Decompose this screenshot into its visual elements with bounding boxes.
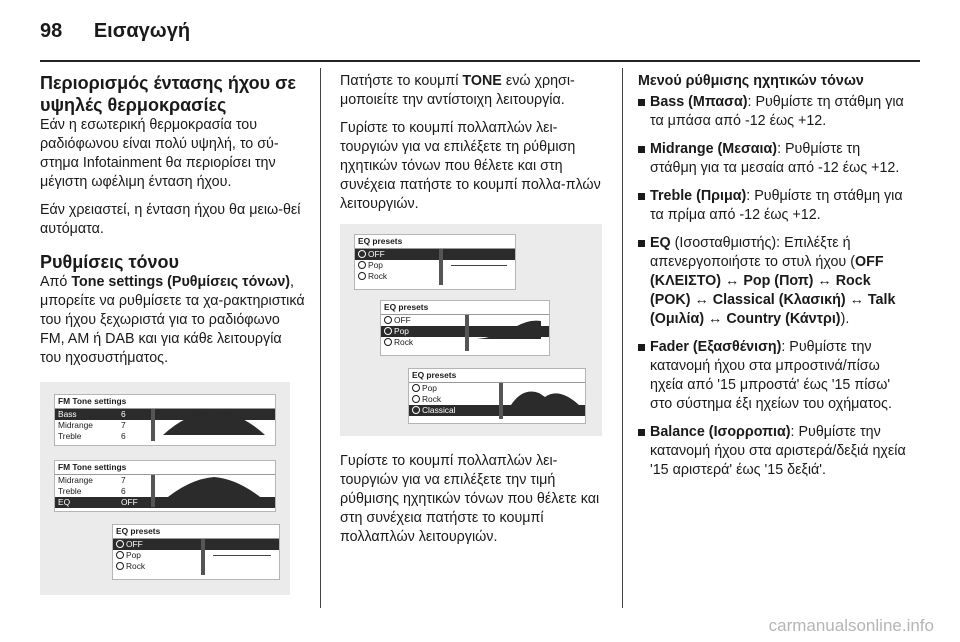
column-divider [320, 68, 321, 608]
header-rule [40, 60, 920, 62]
screen-tone-settings-1 [54, 394, 276, 446]
screen-eq-presets-1 [354, 234, 516, 290]
paragraph: Γυρίστε το κουμπί πολλαπλών λει-τουργιών για να επιλέξετε τη ρύθμιση ηχητικών τόνων που θέλετε και στη συνέχεια πατήστε το κουμπί πολλα-πλών λειτουργιών. [340, 120, 601, 212]
paragraph: Εάν χρειαστεί, η ένταση ήχου θα μειω-θεί αυτόματα. [40, 202, 301, 237]
screen-title: FM Tone settings [55, 395, 275, 409]
section-heading: Μενού ρύθμισης ηχητικών τόνων [638, 73, 864, 89]
list-item: Bass (Μπασα): Ρυθμίστε τη στάθμη για τα μπάσα από -12 έως +12. [638, 93, 910, 131]
screen-row: EQ OFF [55, 497, 275, 508]
screen-title: EQ presets [409, 369, 585, 383]
section-heading: Περιορισμός έντασης ήχου σε υψηλές θερμοκρασίες [40, 73, 296, 115]
button-name: TONE [462, 73, 502, 89]
screen-row: Rock [409, 394, 585, 405]
text: Πατήστε το κουμπί [340, 73, 463, 89]
eq-curve-icon [159, 407, 269, 437]
screen-row: Bass 6 [55, 409, 275, 420]
eq-curve-icon [509, 385, 581, 407]
column-divider [622, 68, 623, 608]
tone-settings-figure [40, 382, 290, 595]
column-3 [638, 72, 910, 489]
screen-row: Midrange 7 [58, 475, 126, 485]
bullet-icon [638, 429, 645, 436]
bullet-icon [638, 146, 645, 153]
bullet-icon [638, 344, 645, 351]
page-number: 98 [40, 20, 63, 42]
page-header [40, 20, 190, 43]
screen-title: FM Tone settings [55, 461, 275, 475]
list-item: Treble (Πριμα): Ρυθμίστε τη στάθμη για τα πρίμα από -12 έως +12. [638, 187, 910, 225]
screen-eq-presets-3 [408, 368, 586, 424]
list-item: Midrange (Μεσαια): Ρυθμίστε τη στάθμη για τα μεσαία από -12 έως +12. [638, 140, 910, 178]
text: Από [40, 274, 72, 290]
column-2 [340, 72, 606, 556]
screen-row: OFF [355, 249, 515, 260]
screen-row: Pop [409, 383, 585, 394]
section-heading: Ρυθμίσεις τόνου [40, 252, 179, 272]
screen-title: EQ presets [355, 235, 515, 249]
eq-curve-icon [159, 473, 269, 503]
settings-list [638, 93, 910, 480]
screen-row: OFF [113, 539, 279, 550]
paragraph [340, 72, 606, 110]
screen-title: EQ presets [381, 301, 549, 315]
paragraph: Εάν η εσωτερική θερμοκρασία του ραδιόφωνου είναι πολύ υψηλή, το σύ-στημα Infotainment θα περιορίσει την μέγιστη ωφέλιμη ένταση ήχου. [40, 117, 279, 190]
screen-tone-settings-2 [54, 460, 276, 512]
bullet-icon [638, 193, 645, 200]
screen-row: Midrange 7 [58, 420, 126, 430]
screen-row: Pop [355, 260, 515, 271]
text: , μπορείτε να ρυθμίσετε τα χα-ρακτηριστικά του ήχου ξεχωριστά για το ραδιόφωνο FM, AM ή DAB και για κάθε λειτουργία του ηχοσυστήματος. [40, 274, 305, 366]
eq-curve-icon [475, 317, 543, 341]
eq-presets-figure [340, 224, 602, 436]
text: ενώ χρησι-μοποιείτε την αντίστοιχη λειτουργία. [340, 73, 575, 108]
screen-row: Rock [113, 561, 279, 572]
screen-row: Pop [113, 550, 279, 561]
screen-eq-presets-2 [380, 300, 550, 356]
column-1 [40, 72, 306, 595]
screen-title: EQ presets [113, 525, 279, 539]
menu-name: Tone settings (Ρυθμίσεις τόνων) [71, 274, 291, 290]
list-item: EQ (Ισοσταθμιστής): Επιλέξτε ή απενεργοποιήστε το στυλ ήχου (OFF (ΚΛΕΙΣΤΟ) ↔ Pop (Ποπ) ↔ Rock (ΡΟΚ) ↔ Classical (Κλασική) ↔ Talk (Ομιλία) ↔ Country (Κάντρι)). [638, 234, 910, 329]
paragraph [40, 273, 306, 368]
screen-row: Classical [409, 405, 585, 416]
screen-row: OFF [381, 315, 549, 326]
screen-row: Treble 6 [58, 486, 126, 496]
list-item: Fader (Εξασθένιση): Ρυθμίστε την κατανομή ήχου στα μπροστινά/πίσω ηχεία από '15 μπροστά' έως '15 πίσω' στο σύστημα έξι ηχείων του οχήματος. [638, 338, 910, 414]
watermark: carmanualsonline.info [768, 616, 934, 635]
screen-row: Rock [355, 271, 515, 282]
paragraph: Γυρίστε το κουμπί πολλαπλών λει-τουργιών για να επιλέξετε την τιμή ρύθμισης ηχητικών τόνων που θέλετε και στη συνέχεια πατήστε το κουμπί πολλαπλών λειτουργιών. [340, 453, 600, 545]
list-item: Balance (Ισορροπια): Ρυθμίστε την κατανομή ήχου στα αριστερά/δεξιά ηχεία '15 αριστερά' έως '15 δεξιά'. [638, 423, 910, 480]
screen-row: Pop [381, 326, 549, 337]
screen-row: Treble 6 [58, 431, 126, 441]
screen-row: Rock [381, 337, 549, 348]
bullet-icon [638, 99, 645, 106]
screen-eq-presets [112, 524, 280, 580]
bullet-icon [638, 240, 645, 247]
page-title: Εισαγωγή [93, 20, 191, 42]
